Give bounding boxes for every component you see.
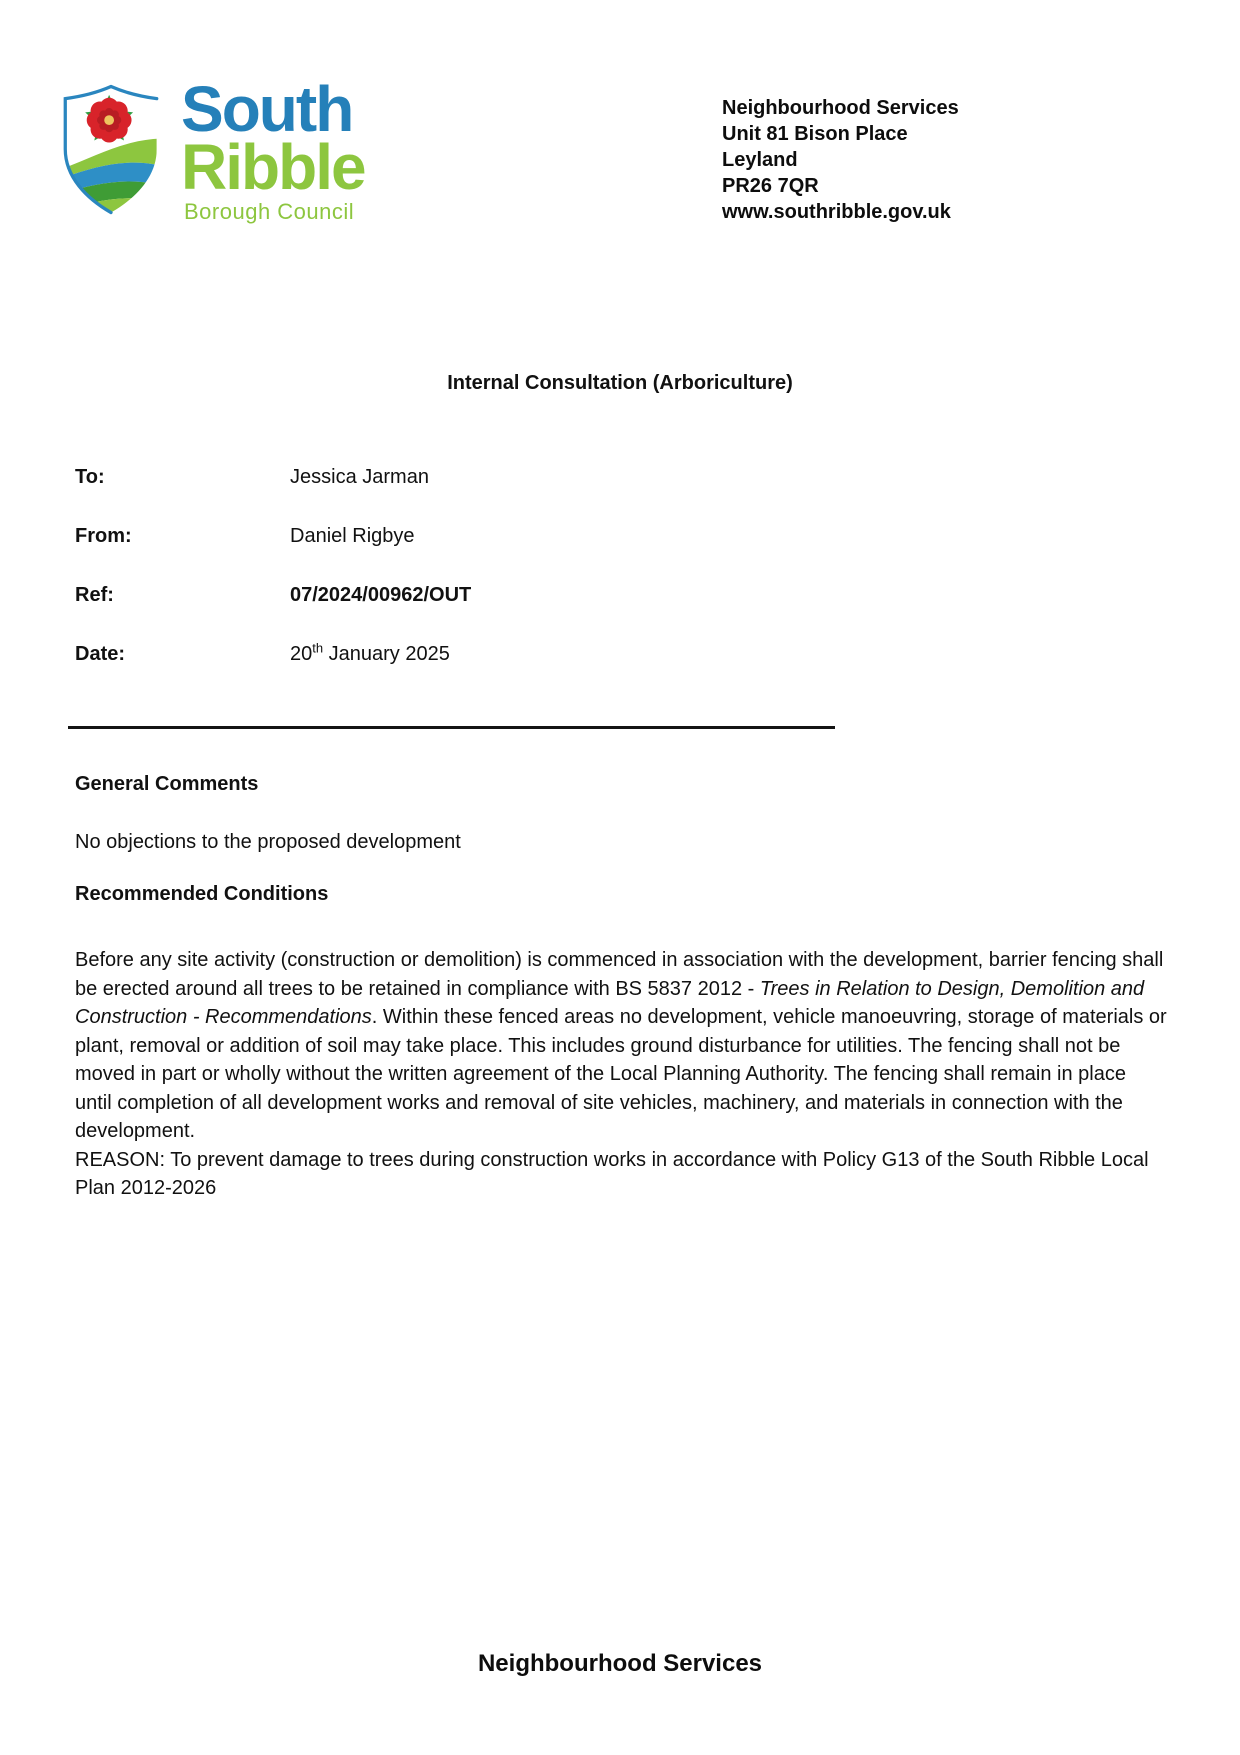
condition-text-after-italic: . Within these fenced areas no development, vehicle manoeuvring, storage of materials or plant, removal or addition of soil may take place. This includes ground disturbance for utilities. The fencing shall not be moved in part or wholly without the written agreement of the Local Planning Authority. The fencing shall remain in place until completion of all development works and removal of site vehicles, machinery, and materials in connection with the development. xyxy=(75,1006,1167,1142)
recommended-conditions-body xyxy=(75,946,1167,1203)
field-to-value: Jessica Jarman xyxy=(290,466,429,488)
document-title: Internal Consultation (Arboriculture) xyxy=(447,372,793,394)
field-to-label: To: xyxy=(75,466,105,488)
field-from-label: From: xyxy=(75,525,132,547)
general-comments-body: No objections to the proposed development xyxy=(75,831,461,853)
condition-paragraph xyxy=(75,946,1167,1146)
field-date-label: Date: xyxy=(75,643,126,665)
date-ordinal-suffix: th xyxy=(312,640,324,656)
field-from xyxy=(75,525,471,548)
recommended-conditions-heading: Recommended Conditions xyxy=(75,883,329,905)
condition-reason: REASON: To prevent damage to trees during construction works in accordance with Policy G13 of the South Ribble Local Plan 2012-2026 xyxy=(75,1148,1149,1199)
separator-line xyxy=(68,726,835,729)
footer-text: Neighbourhood Services xyxy=(477,1650,763,1677)
field-ref-value: 07/2024/00962/OUT xyxy=(290,584,472,606)
date-day: 20 xyxy=(290,643,313,665)
sender-street: Unit 81 Bison Place xyxy=(722,123,908,145)
council-logo-wordmark xyxy=(181,73,365,224)
field-date xyxy=(75,640,471,666)
south-ribble-shield-icon xyxy=(55,80,167,225)
sender-address-block xyxy=(722,95,959,225)
general-comments-heading: General Comments xyxy=(75,773,259,795)
condition-text-before-italic: Before any site activity (construction or demolition) is commenced in association with the development, barrier fencing shall be erected around all trees to be retained in compliance with BS 5837 2012 - xyxy=(75,949,1164,1000)
field-ref-label: Ref: xyxy=(75,584,114,606)
field-from-value: Daniel Rigbye xyxy=(290,525,415,547)
sender-department: Neighbourhood Services xyxy=(722,97,959,119)
field-date-value xyxy=(290,640,450,666)
field-to xyxy=(75,466,471,489)
sender-postcode: PR26 7QR xyxy=(722,175,819,197)
date-rest: January 2025 xyxy=(323,643,450,665)
council-logo xyxy=(55,73,365,225)
field-ref xyxy=(75,584,471,607)
logo-word-south: South xyxy=(181,73,353,145)
logo-word-ribble: Ribble xyxy=(181,131,365,203)
condition-standard-title: Trees in Relation to Design, Demolition and Construction - Recommendations xyxy=(75,977,1145,1028)
sender-town: Leyland xyxy=(722,149,798,171)
meta-fields xyxy=(75,466,471,702)
sender-website: www.southribble.gov.uk xyxy=(722,201,951,223)
logo-tagline: Borough Council xyxy=(184,199,355,224)
